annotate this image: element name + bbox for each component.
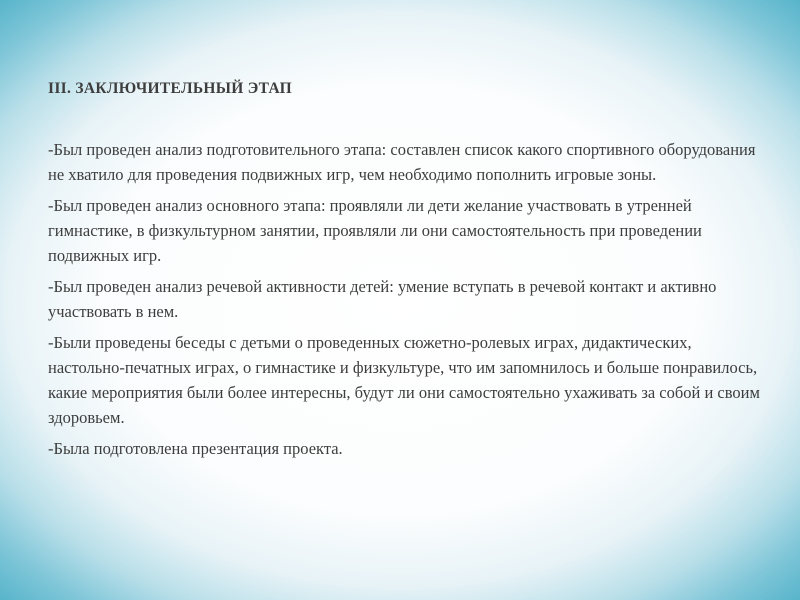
slide-heading: III. ЗАКЛЮЧИТЕЛЬНЫЙ ЭТАП xyxy=(48,80,292,97)
paragraph-conversations: -Были проведены беседы с детьми о проведенных сюжетно-ролевых играх, дидактических, настольно-печатных играх, о гимнастике и физкультуре, что им запомнилось и больше понравилось, какие мероприятия были более интересны, будут ли они самостоятельно ухаживать за собой и своим здоровьем. xyxy=(48,333,760,427)
paragraph-analysis-main: -Был проведен анализ основного этапа: проявляли ли дети желание участвовать в утренней гимнастике, в физкультурном занятии, проявляли ли они самостоятельность при проведении подвижных игр. xyxy=(48,196,702,265)
slide-content xyxy=(48,76,760,467)
paragraph-analysis-speech: -Был проведен анализ речевой активности детей: умение вступать в речевой контакт и активно участвовать в нем. xyxy=(48,277,717,321)
paragraph-presentation: -Была подготовлена презентация проекта. xyxy=(48,439,343,458)
paragraph-analysis-preparatory: -Был проведен анализ подготовительного этапа: составлен список какого спортивного оборудования не хватило для проведения подвижных игр, чем необходимо пополнить игровые зоны. xyxy=(48,140,756,184)
